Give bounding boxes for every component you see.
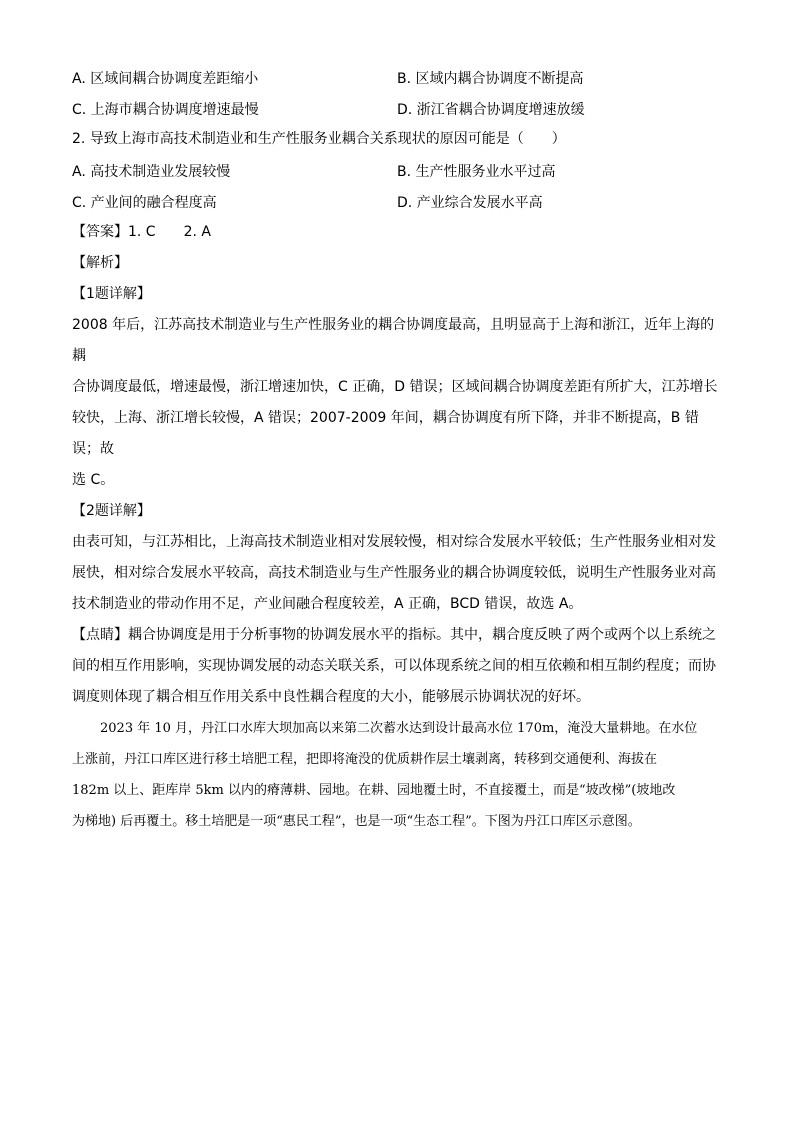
- detail1-body: [72, 310, 722, 496]
- detail1-tag: 【1题详解】: [72, 286, 151, 302]
- q1-options-row-1: [72, 62, 722, 93]
- detail1-line: 选 C。: [72, 472, 115, 488]
- detail2-body: [72, 527, 722, 620]
- q2-option-b[interactable]: B. 生产性服务业水平过高: [397, 163, 556, 180]
- q2-options-row-1: [72, 155, 722, 186]
- detail1-line: 合协调度最低，增速最慢，浙江增速加快，C 正确，D 错误；区域间耦合协调度差距有所扩大，江苏增长: [72, 379, 718, 395]
- answer-value: 1. C 2. A: [128, 224, 211, 240]
- q2-option-a[interactable]: A. 高技术制造业发展较慢: [72, 163, 231, 180]
- q1-option-c[interactable]: C. 上海市耦合协调度增速最慢: [72, 101, 259, 118]
- comment-line: 间的相互作用影响，实现协调发展的动态关联关系，可以体现系统之间的相互依赖和相互制约程度；而协: [72, 658, 716, 674]
- passage-line: 2023 年 10 月，丹江口水库大坝加高以来第二次蓄水达到设计最高水位 170m，淹没大量耕地。在水位: [100, 721, 698, 736]
- q2-option-d[interactable]: D. 产业综合发展水平高: [397, 194, 543, 211]
- comment-body: [72, 620, 722, 713]
- q1-option-a[interactable]: A. 区域间耦合协调度差距缩小: [72, 70, 259, 87]
- passage-line: 上涨前，丹江口库区进行移土培肥工程，把即将淹没的优质耕作层土壤剥离，转移到交通便利、海拔在: [72, 752, 658, 767]
- document-page: [72, 62, 722, 837]
- q1-option-b[interactable]: B. 区域内耦合协调度不断提高: [397, 70, 584, 87]
- passage-line: 为梯地) 后再覆土。移土培肥是一项“惠民工程”，也是一项“生态工程”。下图为丹江口库区示意图。: [72, 814, 641, 829]
- detail2-tag: 【2题详解】: [72, 503, 151, 519]
- passage-line: 182m 以上、距库岸 5km 以内的瘠薄耕、园地。在耕、园地覆土时，不直接覆土，而是“坡改梯”(坡地改: [72, 783, 676, 798]
- q2-stem: 2. 导致上海市高技术制造业和生产性服务业耦合关系现状的原因可能是（ ）: [72, 131, 566, 147]
- detail1-line: 较快，上海、浙江增长较慢，A 错误；2007-2009 年间，耦合协调度有所下降，并非不断提高，B 错误；故: [72, 410, 699, 457]
- detail2-line: 展快，相对综合发展水平较高，高技术制造业与生产性服务业的耦合协调度较低，说明生产性服务业对高: [72, 565, 716, 581]
- q1-option-d[interactable]: D. 浙江省耦合协调度增速放缓: [397, 101, 585, 118]
- q2-option-c[interactable]: C. 产业间的融合程度高: [72, 194, 217, 211]
- comment-line: 【点睛】耦合协调度是用于分析事物的协调发展水平的指标。其中，耦合度反映了两个或两个以上系统之: [72, 627, 716, 643]
- detail2-line: 由表可知，与江苏相比，上海高技术制造业相对发展较慢，相对综合发展水平较低；生产性服务业相对发: [72, 534, 716, 550]
- answer-tag: 【答案】: [72, 224, 128, 240]
- comment-line: 调度则体现了耦合相互作用关系中良性耦合程度的大小，能够展示协调状况的好坏。: [72, 689, 590, 705]
- detail1-line: 2008 年后，江苏高技术制造业与生产性服务业的耦合协调度最高，且明显高于上海和浙江，近年上海的耦: [72, 317, 715, 364]
- q2-options-row-2: [72, 186, 722, 217]
- answer-line: [72, 217, 722, 248]
- detail2-line: 技术制造业的带动作用不足，产业间融合程度较差，A 正确，BCD 错误，故选 A。: [72, 596, 583, 612]
- analysis-tag: 【解析】: [72, 255, 128, 271]
- passage: [72, 713, 722, 837]
- q1-options-row-2: [72, 93, 722, 124]
